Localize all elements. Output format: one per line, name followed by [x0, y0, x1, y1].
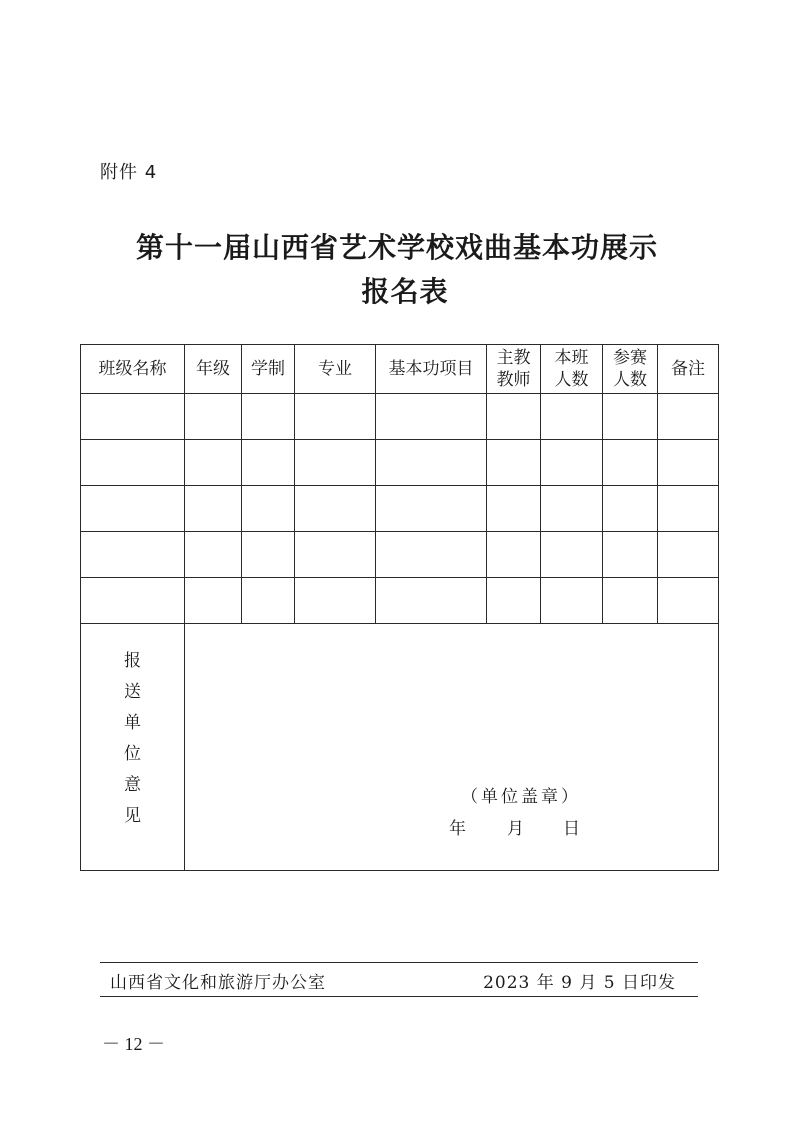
- cell-basic-skill-item[interactable]: [376, 394, 487, 440]
- header-class-name: 班级名称: [81, 345, 185, 394]
- opinion-label-char: 意: [124, 775, 141, 795]
- table-row: [81, 578, 719, 624]
- cell-class-name[interactable]: [81, 440, 185, 486]
- opinion-label-char: 报: [124, 651, 141, 671]
- cell-program-length[interactable]: [242, 532, 295, 578]
- cell-class-size[interactable]: [541, 578, 603, 624]
- cell-basic-skill-item[interactable]: [376, 578, 487, 624]
- cell-major[interactable]: [295, 532, 376, 578]
- cell-program-length[interactable]: [242, 394, 295, 440]
- registration-form-table: [80, 344, 719, 871]
- cell-program-length[interactable]: [242, 578, 295, 624]
- opinion-label-char: 送: [124, 682, 141, 702]
- opinion-label-char: 位: [124, 744, 141, 764]
- document-subtitle: 报名表: [361, 275, 449, 308]
- header-major: 专业: [295, 345, 376, 394]
- cell-participants[interactable]: [603, 578, 658, 624]
- cell-class-name[interactable]: [81, 486, 185, 532]
- cell-major[interactable]: [295, 486, 376, 532]
- attachment-label: 附件 4: [100, 162, 158, 183]
- opinion-label-char: 见: [124, 806, 141, 826]
- cell-remarks[interactable]: [658, 440, 719, 486]
- opinion-label-cell: [81, 624, 185, 871]
- header-remarks: 备注: [658, 345, 719, 394]
- cell-participants[interactable]: [603, 440, 658, 486]
- cell-participants[interactable]: [603, 486, 658, 532]
- opinion-input-cell[interactable]: [185, 624, 719, 871]
- cell-program-length[interactable]: [242, 486, 295, 532]
- cell-lead-teacher[interactable]: [487, 486, 541, 532]
- table-row: [81, 394, 719, 440]
- cell-lead-teacher[interactable]: [487, 578, 541, 624]
- cell-major[interactable]: [295, 394, 376, 440]
- cell-grade[interactable]: [185, 486, 242, 532]
- table-row: [81, 440, 719, 486]
- document-title: 第十一届山西省艺术学校戏曲基本功展示: [135, 231, 658, 264]
- date-day-label: 日: [563, 819, 580, 839]
- cell-participants[interactable]: [603, 532, 658, 578]
- issue-date: 2023 年 9 月 5 日印发: [483, 973, 676, 993]
- cell-lead-teacher[interactable]: [487, 394, 541, 440]
- header-basic-skill-item: 基本功项目: [376, 345, 487, 394]
- footer-bottom-rule: [100, 996, 698, 997]
- cell-participants[interactable]: [603, 394, 658, 440]
- header-grade: 年级: [185, 345, 242, 394]
- table-row: [81, 486, 719, 532]
- cell-class-name[interactable]: [81, 394, 185, 440]
- opinion-label-char: 单: [124, 713, 141, 733]
- table-header-row: [81, 345, 719, 394]
- cell-basic-skill-item[interactable]: [376, 440, 487, 486]
- cell-class-size[interactable]: [541, 486, 603, 532]
- table-row: [81, 532, 719, 578]
- cell-lead-teacher[interactable]: [487, 532, 541, 578]
- cell-remarks[interactable]: [658, 578, 719, 624]
- date-month-label: 月: [507, 819, 524, 839]
- cell-remarks[interactable]: [658, 394, 719, 440]
- cell-class-size[interactable]: [541, 394, 603, 440]
- cell-major[interactable]: [295, 440, 376, 486]
- cell-basic-skill-item[interactable]: [376, 532, 487, 578]
- cell-basic-skill-item[interactable]: [376, 486, 487, 532]
- cell-class-size[interactable]: [541, 532, 603, 578]
- cell-grade[interactable]: [185, 394, 242, 440]
- cell-lead-teacher[interactable]: [487, 440, 541, 486]
- page-number: － 12 －: [102, 1034, 165, 1054]
- cell-class-size[interactable]: [541, 440, 603, 486]
- cell-class-name[interactable]: [81, 532, 185, 578]
- cell-remarks[interactable]: [658, 486, 719, 532]
- header-program-length: 学制: [242, 345, 295, 394]
- cell-remarks[interactable]: [658, 532, 719, 578]
- seal-placeholder: （单位盖章）: [461, 787, 581, 807]
- header-class-size: 本班 人数: [541, 345, 603, 394]
- issuer-name: 山西省文化和旅游厅办公室: [110, 973, 326, 993]
- opinion-row: [81, 624, 719, 871]
- cell-grade[interactable]: [185, 532, 242, 578]
- date-year-label: 年: [449, 819, 466, 839]
- cell-grade[interactable]: [185, 578, 242, 624]
- footer-top-rule: [100, 962, 698, 963]
- cell-program-length[interactable]: [242, 440, 295, 486]
- header-participants: 参赛 人数: [603, 345, 658, 394]
- header-lead-teacher: 主教 教师: [487, 345, 541, 394]
- cell-grade[interactable]: [185, 440, 242, 486]
- cell-major[interactable]: [295, 578, 376, 624]
- cell-class-name[interactable]: [81, 578, 185, 624]
